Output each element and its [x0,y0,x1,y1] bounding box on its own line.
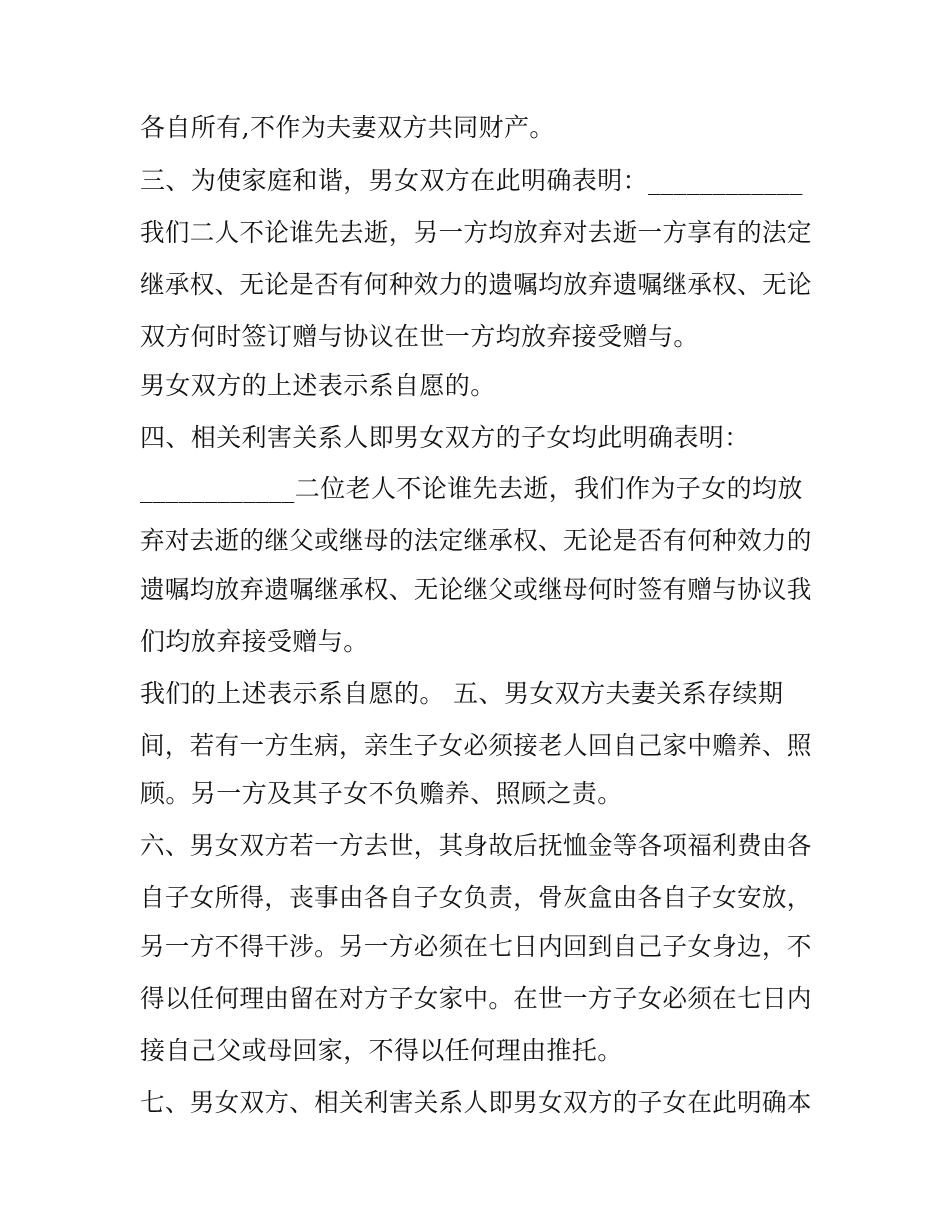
text-line: 双方何时签订赠与协议在世一方均放弃接受赠与。 [140,322,699,351]
text-line: 另一方不得干涉。另一方必须在七日内回到自己子女身边，不 [140,932,812,961]
text-line: 间，若有一方生病，亲生子女必须接老人回自己家中赡养、照 [140,731,812,760]
text-line: 继承权、无论是否有何种效力的遗嘱均放弃遗嘱继承权、无论 [140,270,812,299]
text-line: 们均放弃接受赠与。 [140,627,369,656]
text-line: 我们二人不论谁先去逝，另一方均放弃对去逝一方享有的法定 [140,218,812,247]
text-line: 接自己父或母回家，不得以任何理由推托。 [140,1036,623,1065]
text-line: 自子女所得，丧事由各自子女负责，骨灰盒由各自子女安放， [140,883,812,912]
text-line: 我们的上述表示系自愿的。 五、男女双方夫妻关系存续期 [140,679,784,708]
text-line: 顾。另一方及其子女不负赡养、照顾之责。 [140,779,623,808]
text-line: 男女双方的上述表示系自愿的。 [140,371,496,400]
text-line: 各自所有,不作为夫妻双方共同财产。 [140,113,555,142]
text-line: 七、男女双方、相关利害关系人即男女双方的子女在此明确本 [140,1088,812,1117]
text-line: 遗嘱均放弃遗嘱继承权、无论继父或继母何时签有赠与协议我 [140,575,812,604]
text-line: 得以任何理由留在对方子女家中。在世一方子女必须在七日内 [140,984,812,1013]
text-line: ____________二位老人不论谁先去逝，我们作为子女的均放 [140,474,803,503]
text-line: 四、相关利害关系人即男女双方的子女均此明确表明： [140,423,750,452]
text-line: 弃对去逝的继父或继母的法定继承权、无论是否有何种效力的 [140,526,812,555]
text-line: 三、为使家庭和谐，男女双方在此明确表明：____________ [140,166,803,195]
text-line: 六、男女双方若一方去世，其身故后抚恤金等各项福利费由各 [140,831,812,860]
